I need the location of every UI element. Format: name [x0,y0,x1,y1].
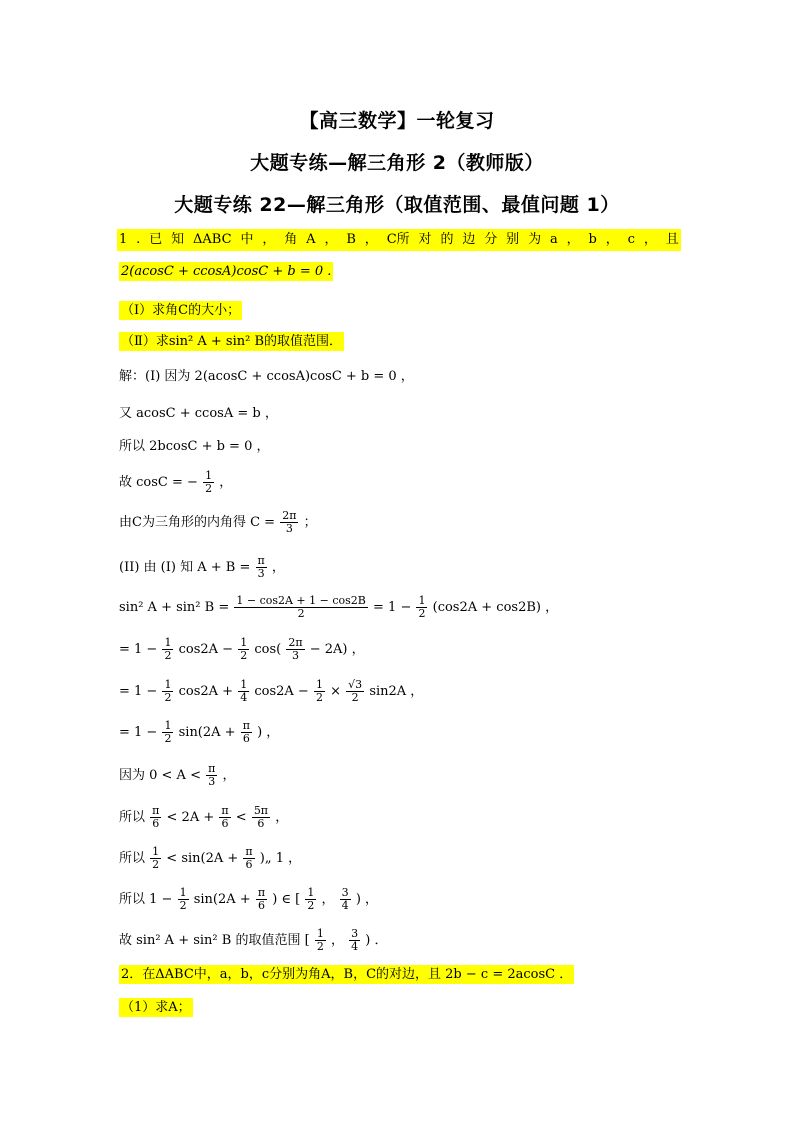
fraction: $\frac{3}{4}$ [351,927,359,953]
solution-line: 又 acosC + ccosA = b ， [119,406,278,421]
fraction: $\frac{1}{2}$ [307,886,315,912]
doc-title-sub: 大题专练—解三角形 2（教师版） [250,152,544,174]
solution-line: (II) 由 (I) 知 A + B = $\frac{\pi}{3}$ ， [119,554,285,580]
fraction: $\frac{1}{2}$ [315,678,323,704]
stem-token: 的 [440,232,454,247]
stem-token: 边 [462,232,476,247]
solution-line: 所以 2bcosC + b = 0 ， [119,439,270,454]
solution-line: 由C为三角形的内角得 C = $\frac{2\pi}{3}$ ； [119,509,317,535]
problem2-part1: （1）求A； [121,1000,191,1015]
fraction: $\frac{1}{2}$ [179,886,187,912]
stem-token: 1 [119,232,128,247]
stem-token: 中 [240,232,254,247]
stem-token: B [346,232,356,247]
fraction: $\frac{1}{4}$ [240,678,248,704]
fraction: $\frac{\pi}{6}$ [245,845,253,871]
solution-line: 故 cosC = − $\frac{1}{2}$ ， [119,469,233,495]
stem-token: 为 [528,232,542,247]
stem-token: b [588,232,597,247]
fraction: $\frac{1}{2}$ [205,469,213,495]
stem-token: c [627,232,635,247]
solution-line: 故 sin² A + sin² B 的取值范围 [ $\frac{1}{2}$ ， $\frac{3}{4}$ ) ． [119,927,388,953]
fraction: $\frac{5\pi}{6}$ [253,804,269,830]
solution-line: 所以 1 − $\frac{1}{2}$ sin(2A + $\frac{\pi}{6}$ ) ∈ [ $\frac{1}{2}$ ， $\frac{3}{4}$ ) ， [119,886,379,912]
solution-line: = 1 − $\frac{1}{2}$ cos2A − $\frac{1}{2}$ cos( $\frac{2\pi}{3}$ − 2A) ， [119,636,365,662]
fraction: $\frac{\pi}{6}$ [221,804,229,830]
stem-token: ， [643,232,657,247]
stem-token: C所 [386,232,410,247]
stem-token: ， [324,232,338,247]
fraction: $\frac{√3}{2}$ [348,678,363,704]
doc-title-main: 【高三数学】一轮复习 [299,110,495,132]
stem-token: ΔABC [193,232,232,247]
stem-token: ， [605,232,619,247]
solution-line: 解：(I) 因为 2(acosC + ccosA)cosC + b = 0 ， [119,369,414,384]
fraction: $\frac{1}{2}$ [164,719,172,745]
solution-line: 所以 $\frac{1}{2}$ < sin(2A + $\frac{\pi}{6}$ )„ 1 ， [119,845,302,871]
fraction: $\frac{1 - \cos 2A + 1 - \cos 2B}{2}$ [236,594,366,620]
stem-token: 知 [171,232,185,247]
fraction: $\frac{1}{2}$ [418,594,426,620]
solution-line: = 1 − $\frac{1}{2}$ cos2A + $\frac{1}{4}$ cos2A − $\frac{1}{2}$ × $\frac{√3}{2}$ sin2A ， [119,678,424,704]
solution-line: 所以 $\frac{\pi}{6}$ < 2A + $\frac{\pi}{6}$ < $\frac{5\pi}{6}$ ， [119,804,289,830]
problem1-condition: 2(acosC + ccosA)cosC + b = 0 . [121,264,332,279]
fraction: $\frac{\pi}{3}$ [257,554,265,580]
stem-token: A [306,232,316,247]
stem-token: 角 [284,232,298,247]
fraction: $\frac{1}{2}$ [164,678,172,704]
problem2-stem: 2．在ΔABC中，a，b，c分别为角A，B，C的对边，且 2b − c = 2acosC ． [121,967,573,982]
fraction: $\frac{2\pi}{3}$ [288,636,303,662]
solution-line: sin² A + sin² B = $\frac{1 - \cos 2A + 1 - \cos 2B}{2}$ = 1 − $\frac{1}{2}$ (cos2A + cos2B) ， [119,594,559,620]
problem1-part1: （Ⅰ）求角C的大小； [121,303,241,318]
fraction: $\frac{1}{2}$ [164,636,172,662]
stem-token: ， [364,232,378,247]
stem-token: ， [566,232,580,247]
stem-token: 分 [484,232,498,247]
stem-token: 已 [149,232,163,247]
fraction: $\frac{3}{4}$ [341,886,349,912]
stem-token: 且 [665,232,679,247]
problem1-stem [117,229,681,251]
fraction: $\frac{\pi}{3}$ [208,762,216,788]
stem-token: a [549,232,558,247]
fraction: $\frac{2\pi}{3}$ [282,509,297,535]
stem-token: ， [262,232,276,247]
fraction: $\frac{1}{2}$ [240,636,248,662]
fraction: $\frac{1}{2}$ [316,927,324,953]
stem-token: . [136,232,141,247]
fraction: $\frac{\pi}{6}$ [152,804,160,830]
stem-token: 对 [418,232,432,247]
fraction: $\frac{\pi}{6}$ [242,719,250,745]
solution-line: = 1 − $\frac{1}{2}$ sin(2A + $\frac{\pi}{6}$ ) ， [119,719,280,745]
fraction: $\frac{\pi}{6}$ [257,886,266,912]
solution-line: 因为 0 < A < $\frac{\pi}{3}$ ， [119,762,236,788]
problem1-part2: （Ⅱ）求sin² A + sin² B的取值范围． [121,334,343,349]
fraction: $\frac{1}{2}$ [152,845,160,871]
doc-title-topic: 大题专练 22—解三角形（取值范围、最值问题 1） [174,194,620,216]
stem-token: 别 [506,232,520,247]
